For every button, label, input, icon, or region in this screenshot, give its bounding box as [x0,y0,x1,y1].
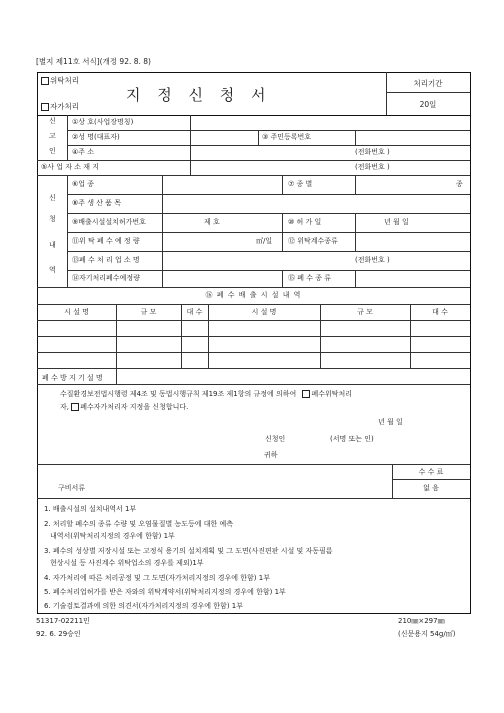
main-products-field[interactable] [163,195,469,212]
prevention-facility-label: 폐 수 방 지 기 설 명 [42,374,103,382]
permit-date-label: ⑩ 허 가 일 [288,218,322,226]
document-item: 5. 폐수처리업허가를 받은 자와의 위탁계약서(위탁처리지정의 경우에 한함) 1부 [44,588,286,596]
facility-col-scale-1: 규 모 [140,308,157,316]
document-item: 2. 처리할 폐수의 종류 수량 및 오염물질별 농도등에 대한 예측 [44,520,233,528]
application-label-4: 역 [49,266,56,274]
declaration-line-2: 자, 폐수자가처리자 지정을 신청합니다. [60,403,189,411]
category-label: ⑦ 종 별 [288,180,313,188]
approval-date: 92. 6. 29승인 [36,630,81,638]
application-label-2: 청 [49,215,56,223]
applicant-label-1: 신 [49,117,56,125]
business-type-label: ⑥업 종 [72,180,95,188]
paper-size: 210㎜×297㎜ [398,617,445,625]
address-field[interactable] [191,146,351,159]
checkbox-declaration-outsourced[interactable] [302,390,310,398]
facility-col-scale-2: 규 모 [357,308,373,316]
form-reference: [별지 제11호 서식](개정 92. 8. 8) [36,57,151,66]
location-phone: (전화번호 ) [355,163,390,171]
form-code: 51317-02211민 [36,617,90,625]
business-type-field[interactable] [163,176,281,193]
contracted-amount-field[interactable] [163,233,253,250]
category-suffix: 종 [456,180,463,188]
prevention-facility-field[interactable] [117,369,469,383]
checkbox-self[interactable] [41,103,49,111]
facility-col-count-1: 대 수 [186,308,203,316]
address-phone: (전화번호 ) [355,148,390,156]
signature-placeholder: (서명 또는 인) [330,435,374,443]
facility-permit-number-label: ⑨배출시설설치허가번호 [72,218,146,226]
contracted-amount-label: ⑪위 탁 폐 수 예 정 량 [72,237,140,245]
document-item: 현상시설 등 사진계수 위탁업소의 경우를 제외)1부 [50,559,204,567]
amount-unit: ㎥/일 [256,237,273,245]
option-outsourced[interactable]: 위탁처리 [41,77,79,85]
trade-name-field[interactable] [191,116,469,129]
document-item: 4. 자가처리에 따른 처리공정 및 그 도면(자가처리지정의 경우에 한함) 1부 [44,574,270,582]
facility-col-name-2: 시 설 명 [251,308,277,316]
declaration-line-1: 수질환경보전법시행령 제4조 및 동법시행규칙 제19조 제1항의 규정에 의하여 폐수위탁처리 [60,390,353,398]
business-location-label: ⑤사 업 자 소 재 지 [41,163,99,171]
representative-name-field[interactable] [191,131,257,144]
contract-types-label: ⑫ 위탁계수종류 [288,237,338,245]
facility-section-title: ⑯ 폐 수 배 출 시 설 내 역 [205,291,302,299]
processing-period-value: 20일 [419,100,437,109]
applicant-signature-label: 신청인 [265,435,286,443]
option-self[interactable]: 자가처리 [41,103,79,111]
contractor-location-field[interactable] [163,252,351,269]
contractor-phone: (전화번호 ) [355,256,390,264]
representative-name-label: ②성 명(대표자) [72,133,120,141]
wastewater-types-field[interactable] [356,271,469,286]
business-location-field[interactable] [191,161,351,174]
application-label-3: 내 [49,241,56,249]
application-label-1: 신 [49,194,56,202]
resident-number-label: ③ 주민등록번호 [262,133,312,141]
permit-date-placeholder: 년 월 일 [384,218,409,226]
processing-period-label: 처리기간 [413,79,443,88]
form-title: 지 정 신 청 서 [126,86,272,104]
paper-type: (신문용지 54g/㎡) [398,630,456,638]
document-item: 6. 기술검토결과에 의한 의견서(자가처리지정의 경우에 한함) 1부 [44,602,243,610]
self-amount-field[interactable] [163,271,281,286]
fee-value: 없 음 [423,484,439,492]
category-field[interactable] [356,176,452,193]
addressee: 귀하 [264,451,278,459]
fee-label: 수 수 료 [418,468,444,476]
trade-name-label: ①상 호(사업장명칭) [72,118,134,126]
document-item: 3. 폐수의 성상별 저장시설 또는 고정식 용기의 설치계획 및 그 도면(사진편판 시설 및 자동필름 [44,547,333,555]
document-item: 1. 배출시설의 설치내역서 1부 [44,505,137,513]
contractor-location-label: ⑬폐 수 처 리 업 소 명 [72,256,140,264]
address-label: ④주 소 [72,148,95,156]
applicant-label-3: 인 [49,147,56,155]
main-products-label: ⑧주 생 산 품 목 [72,199,121,207]
checkbox-declaration-self[interactable] [71,403,79,411]
permit-number-suffix: 제 호 [204,218,220,226]
declaration-date: 년 월 일 [378,418,403,426]
wastewater-types-label: ⑮ 폐 수 종 류 [288,274,331,282]
document-item: 내역서(위탁처리지정의 경우에 한함) 1부 [50,532,175,540]
resident-number-field[interactable] [356,131,469,144]
required-documents-label: 구비서류 [58,484,86,492]
contract-types-field[interactable] [356,233,469,250]
applicant-label-2: 고 [49,132,56,140]
facility-col-name-1: 시 설 명 [64,308,89,316]
checkbox-outsourced[interactable] [41,77,49,85]
self-amount-label: ⑭자기처리폐수예정량 [72,274,140,282]
facility-col-count-2: 대 수 [432,308,448,316]
